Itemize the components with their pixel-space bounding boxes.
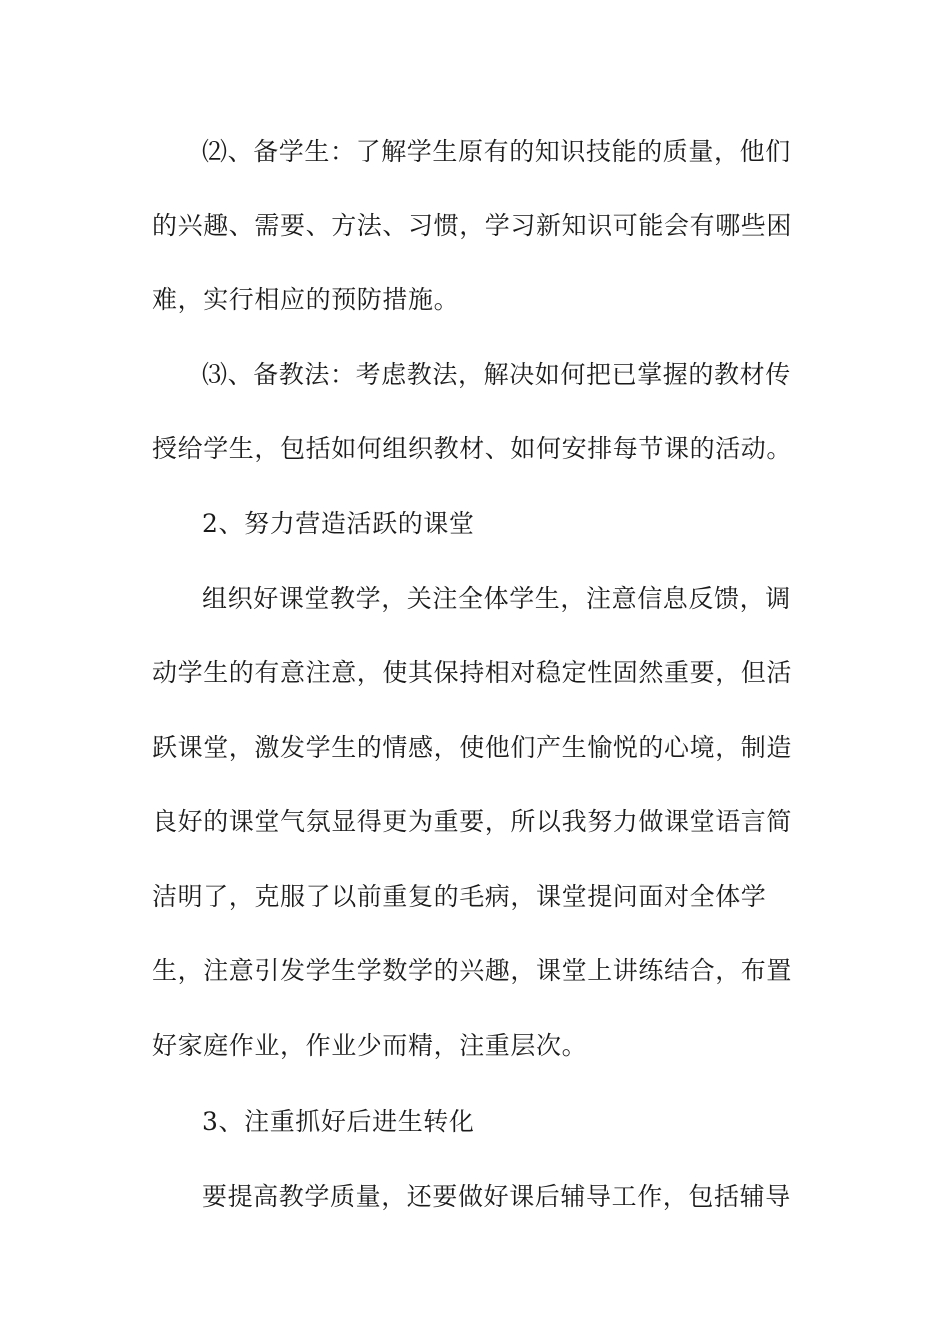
paragraph-line: 的兴趣、需要、方法、习惯，学习新知识可能会有哪些困 <box>152 211 793 240</box>
section-heading: 2、努力营造活跃的课堂 <box>202 509 475 538</box>
paragraph-line: 生，注意引发学生学数学的兴趣，课堂上讲练结合，布置 <box>152 956 793 985</box>
paragraph-line: 要提高教学质量，还要做好课后辅导工作，包括辅导 <box>202 1182 791 1211</box>
paragraph-line: 组织好课堂教学，关注全体学生，注意信息反馈，调 <box>202 584 791 613</box>
paragraph-line: ⑶、备教法：考虑教法，解决如何把已掌握的教材传 <box>202 360 791 389</box>
section-heading: 3、注重抓好后进生转化 <box>202 1107 475 1136</box>
paragraph-line: 良好的课堂气氛显得更为重要，所以我努力做课堂语言简 <box>152 807 793 836</box>
paragraph-line: 好家庭作业，作业少而精，注重层次。 <box>152 1031 588 1060</box>
paragraph-line: ⑵、备学生：了解学生原有的知识技能的质量，他们 <box>202 137 791 166</box>
paragraph-line: 难，实行相应的预防措施。 <box>152 285 460 314</box>
paragraph-line: 授给学生，包括如何组织教材、如何安排每节课的活动。 <box>152 434 793 463</box>
paragraph-line: 跃课堂，激发学生的情感，使他们产生愉悦的心境，制造 <box>152 733 793 762</box>
paragraph-line: 动学生的有意注意，使其保持相对稳定性固然重要，但活 <box>152 658 793 687</box>
paragraph-line: 洁明了，克服了以前重复的毛病，课堂提问面对全体学 <box>152 882 767 911</box>
